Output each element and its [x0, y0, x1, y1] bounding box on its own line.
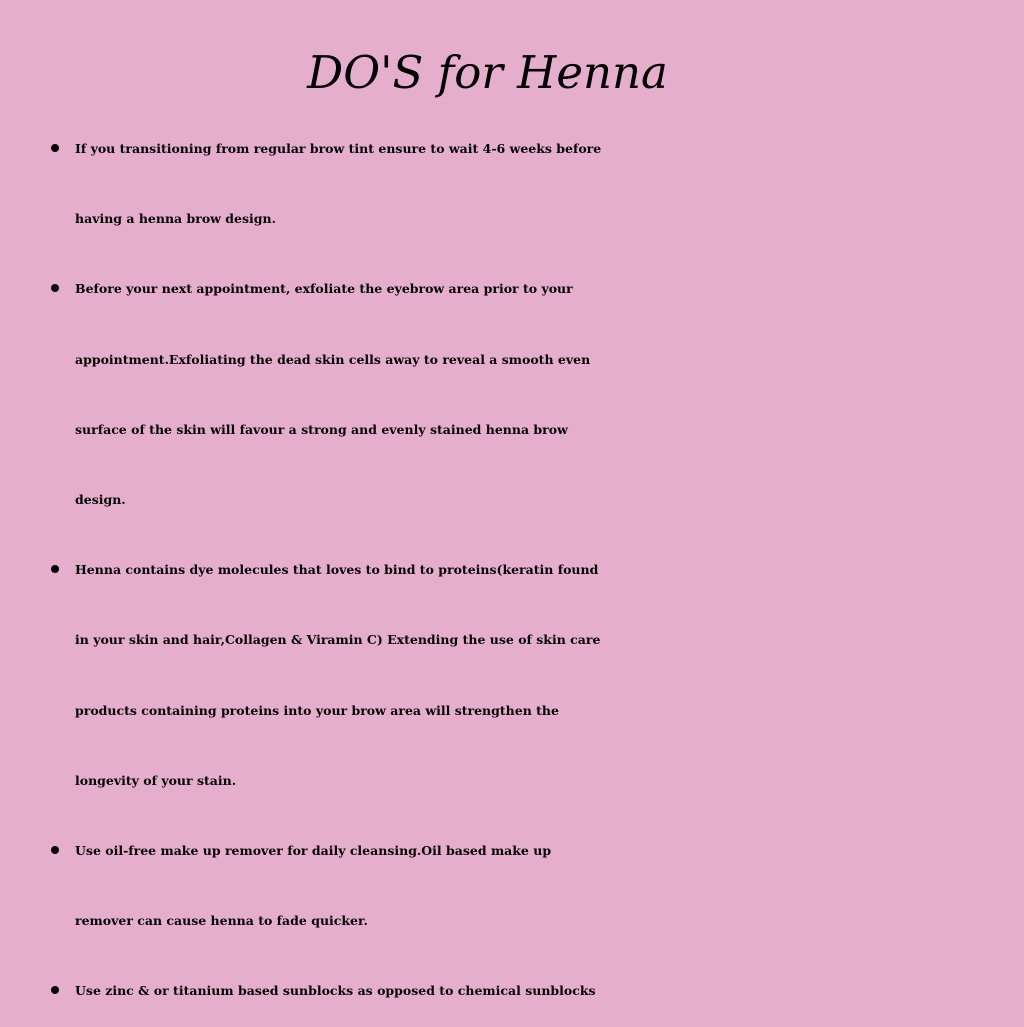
- list-item-line: surface of the skin will favour a strong and evenly stained henna brow: [75, 421, 568, 437]
- list-item-line: If you transitioning from regular brow tint ensure to wait 4-6 weeks before: [75, 141, 602, 156]
- list-item-line: Use zinc & or titanium based sunblocks as opposed to chemical sunblocks: [75, 983, 596, 999]
- list-item: [0, 114, 1020, 254]
- bullet-icon: [51, 565, 59, 573]
- page-title: DO'S for Henna: [307, 46, 668, 99]
- list-item: [0, 254, 1020, 535]
- bullet-icon: [51, 284, 59, 292]
- bullet-icon: [51, 846, 59, 854]
- bullet-icon: [51, 144, 59, 152]
- list-item-line: in your skin and hair,Collagen & Viramin C) Extending the use of skin care: [75, 632, 601, 648]
- dos-list: [0, 114, 1020, 1027]
- list-item-line: remover can cause henna to fade quicker.: [75, 913, 368, 929]
- list-item-line: having a henna brow design.: [75, 211, 276, 227]
- list-item-line: Henna contains dye molecules that loves to bind to proteins(keratin found: [75, 562, 599, 578]
- bullet-icon: [51, 986, 59, 994]
- list-item-line: Before your next appointment, exfoliate the eyebrow area prior to your: [75, 281, 573, 297]
- list-item-line: appointment.Exfoliating the dead skin cells away to reveal a smooth even: [75, 351, 591, 367]
- list-item: [0, 816, 1020, 956]
- list-item-line: longevity of your stain.: [75, 772, 237, 788]
- list-item-line: Use oil-free make up remover for daily cleansing.Oil based make up: [75, 843, 552, 859]
- list-item: [0, 535, 1020, 816]
- list-item: [0, 956, 1020, 1026]
- list-item-line: design.: [75, 492, 126, 508]
- list-item-line: products containing proteins into your brow area will strengthen the: [75, 702, 559, 718]
